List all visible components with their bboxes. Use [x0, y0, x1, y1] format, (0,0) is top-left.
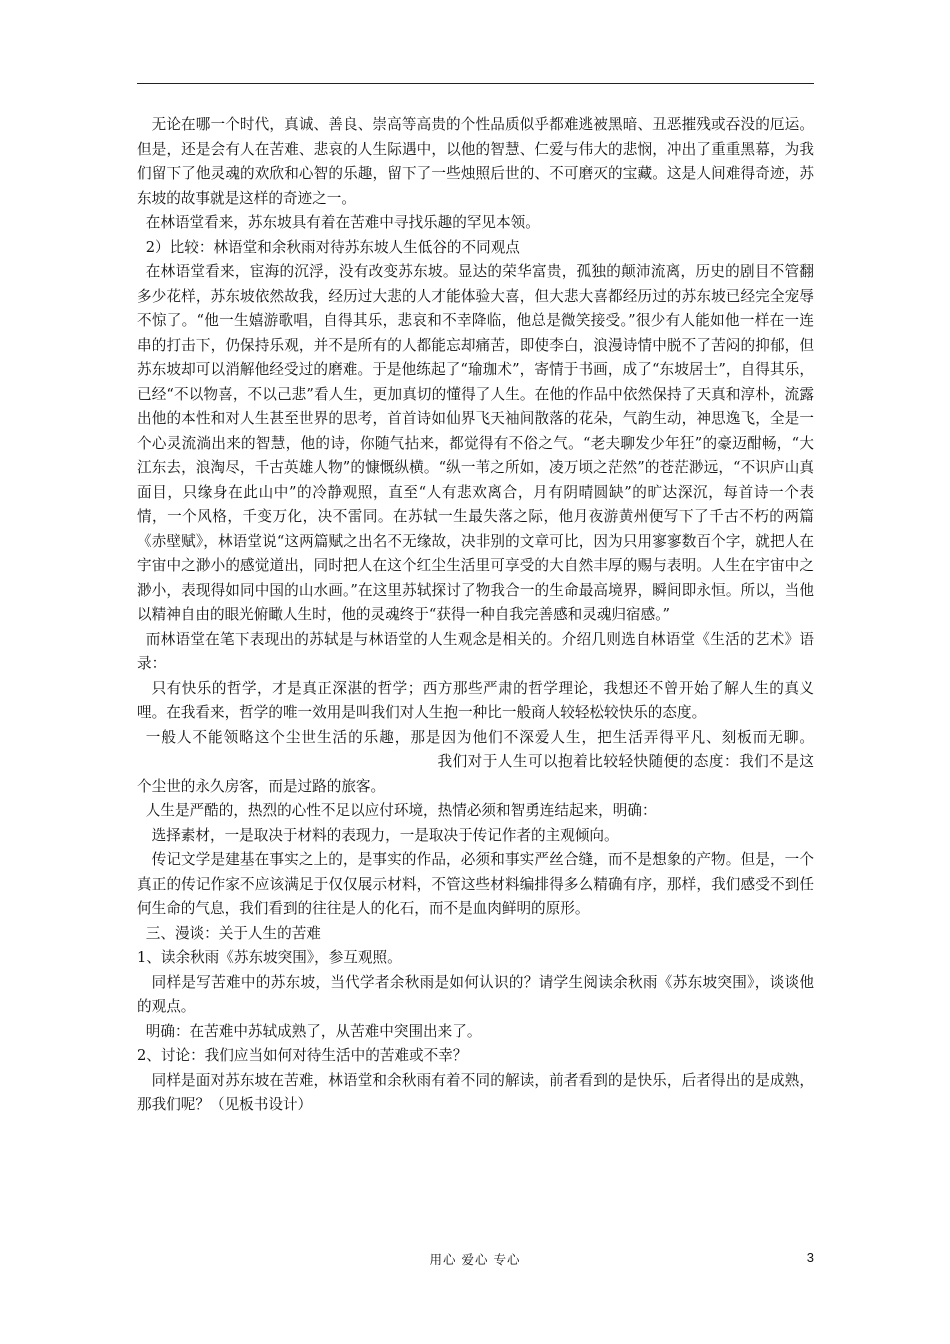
paragraph-yu-answer: 明确：在苦难中苏轼成熟了，从苦难中突围出来了。: [145, 1022, 482, 1040]
paragraph-yu-question: 同样是写苦难中的苏东坡，当代学者余秋雨是如何认识的？请学生阅读余秋雨《苏东坡突围》，谈谈他的观点。: [137, 973, 814, 1015]
paragraph-lin-quotes-intro: 而林语堂在笔下表现出的苏轼是与林语堂的人生观念是相关的。介绍几则选自林语堂《生活的艺术》语录：: [137, 630, 814, 672]
quote-ordinary-people-text: 一般人不能领略这个尘世生活的乐趣，那是因为他们不深爱人生，把生活弄得平凡、刻板而无聊。: [145, 728, 814, 746]
paragraph-lin-analysis: 在林语堂看来，宦海的沉浮，没有改变苏东坡。显达的荣华富贵，孤独的颠沛流离，历史的剧目不管翻多少花样，苏东坡依然故我，经历过大悲的人才能体验大喜，但大悲大喜都经历过的苏东坡已经完全宠辱不惊了。“他一生嬉游歌唱，自得其乐，悲哀和不幸降临，他总是微笑接受。”很少有人能如他一样在一连串的打击下，仍保持乐观，并不是所有的人都能忘却痛苦，即使李白，浪漫诗情中脱不了苦闷的抑郁，但苏东坡却可以消解他经受过的磨难。于是他练起了“瑜珈术”，寄情于书画，成了“东坡居士”，自得其乐，已经“不以物喜，不以己悲”看人生，更加真切的懂得了人生。在他的作品中依然保持了天真和淳朴，流露出他的本性和对人生甚至世界的思考，首首诗如仙界飞天袖间散落的花朵，气韵生动，神思逸飞，全是一个心灵流淌出来的智慧，他的诗，你随气拈来，都觉得有不俗之气。“老夫聊发少年狂”的豪迈酣畅，“大江东去，浪淘尽，千古英雄人物”的慷慨纵横。“纵一苇之所如，凌万顷之茫然”的苍茫渺远，“不识庐山真面目，只缘身在此山中”的冷静观照，直至“人有悲欢离合，月有阴晴圆缺”的旷达深沉，每首诗一个表情，一个风格，千变万化，决不雷同。在苏轼一生最失落之际，他月夜游黄州便写下了千古不朽的两篇《赤壁赋》，林语堂说“这两篇赋之出名不无缘故，决非别的文章可比，因为只用寥寥数百个字，就把人在宇宙中之渺小的感觉道出，同时把人在这个红尘生活里可享受的大自然丰厚的赐与表明。人生在宇宙中之渺小，表现得如同中国的山水画。”在这里苏轼探讨了物我合一的生命最高境界，瞬间即永恒。所以，当他以精神自由的眼光俯瞰人生时，他的灵魂终于“获得一种自我完善感和灵魂归宿感。”: [137, 263, 814, 623]
page-number: 3: [806, 1250, 814, 1265]
quote-passenger-text: 我们对于人生可以抱着比较轻快随便的态度：我们不是这个尘世的永久房客，而是过路的旅客。: [137, 753, 814, 795]
item-read-yu: 1、读余秋雨《苏东坡突围》，参互观照。: [137, 949, 402, 966]
quote-happy-philosophy: 只有快乐的哲学，才是真正深湛的哲学；西方那些严肃的哲学理论，我想还不曾开始了解人生的真义哩。在我看来，哲学的唯一效用是叫我们对人生抱一种比一般商人较轻松较快乐的态度。: [137, 679, 814, 721]
paragraph-closing: 同样是面对苏东坡在苦难，林语堂和余秋雨有着不同的解读，前者看到的是快乐，后者得出的是成熟，那我们呢？（见板书设计）: [137, 1071, 814, 1113]
footer-motto: 用心 爱心 专心: [429, 1252, 521, 1267]
paragraph-material-choice: 选择素材，一是取决于材料的表现力，一是取决于传记作者的主观倾向。: [151, 826, 619, 844]
quote-ordinary-people: [137, 726, 814, 800]
paragraph-biography: 传记文学是建基在事实之上的，是事实的作品，必须和事实严丝合缝，而不是想象的产物。但是，一个真正的传记作家不应该满足于仅仅展示材料，不管这些材料编排得多么精确有序，那样，我们感受不到任何生命的气息，我们看到的往往是人的化石，而不是血肉鲜明的原形。: [137, 851, 814, 917]
item-discussion: 2、讨论：我们应当如何对待生活中的苦难或不幸？: [137, 1047, 468, 1064]
paragraph-intro: 无论在哪一个时代，真诚、善良、崇高等高贵的个性品质似乎都难逃被黑暗、丑恶摧残或吞没的厄运。但是，还是会有人在苦难、悲哀的人生际遇中，以他的智慧、仁爱与伟大的悲悯，冲出了重重黑幕，为我们留下了他灵魂的欢欣和心智的乐趣，留下了一些烛照后世的、不可磨灭的宝藏。这是人间难得奇迹，苏东坡的故事就是这样的奇迹之一。: [137, 116, 814, 207]
paragraph-lin-view: 在林语堂看来，苏东坡具有着在苦难中寻找乐趣的罕见本领。: [145, 214, 540, 231]
section-heading-compare: 2）比较：林语堂和余秋雨对待苏东坡人生低谷的不同观点: [145, 238, 520, 256]
document-body: [137, 113, 814, 1118]
section-heading-suffering: 三、漫谈：关于人生的苦难: [145, 924, 321, 942]
quote-life-harsh: 人生是严酷的，热烈的心性不足以应付环境，热情必须和智勇连结起来，明确：: [145, 802, 657, 819]
header-rule: [137, 83, 814, 84]
